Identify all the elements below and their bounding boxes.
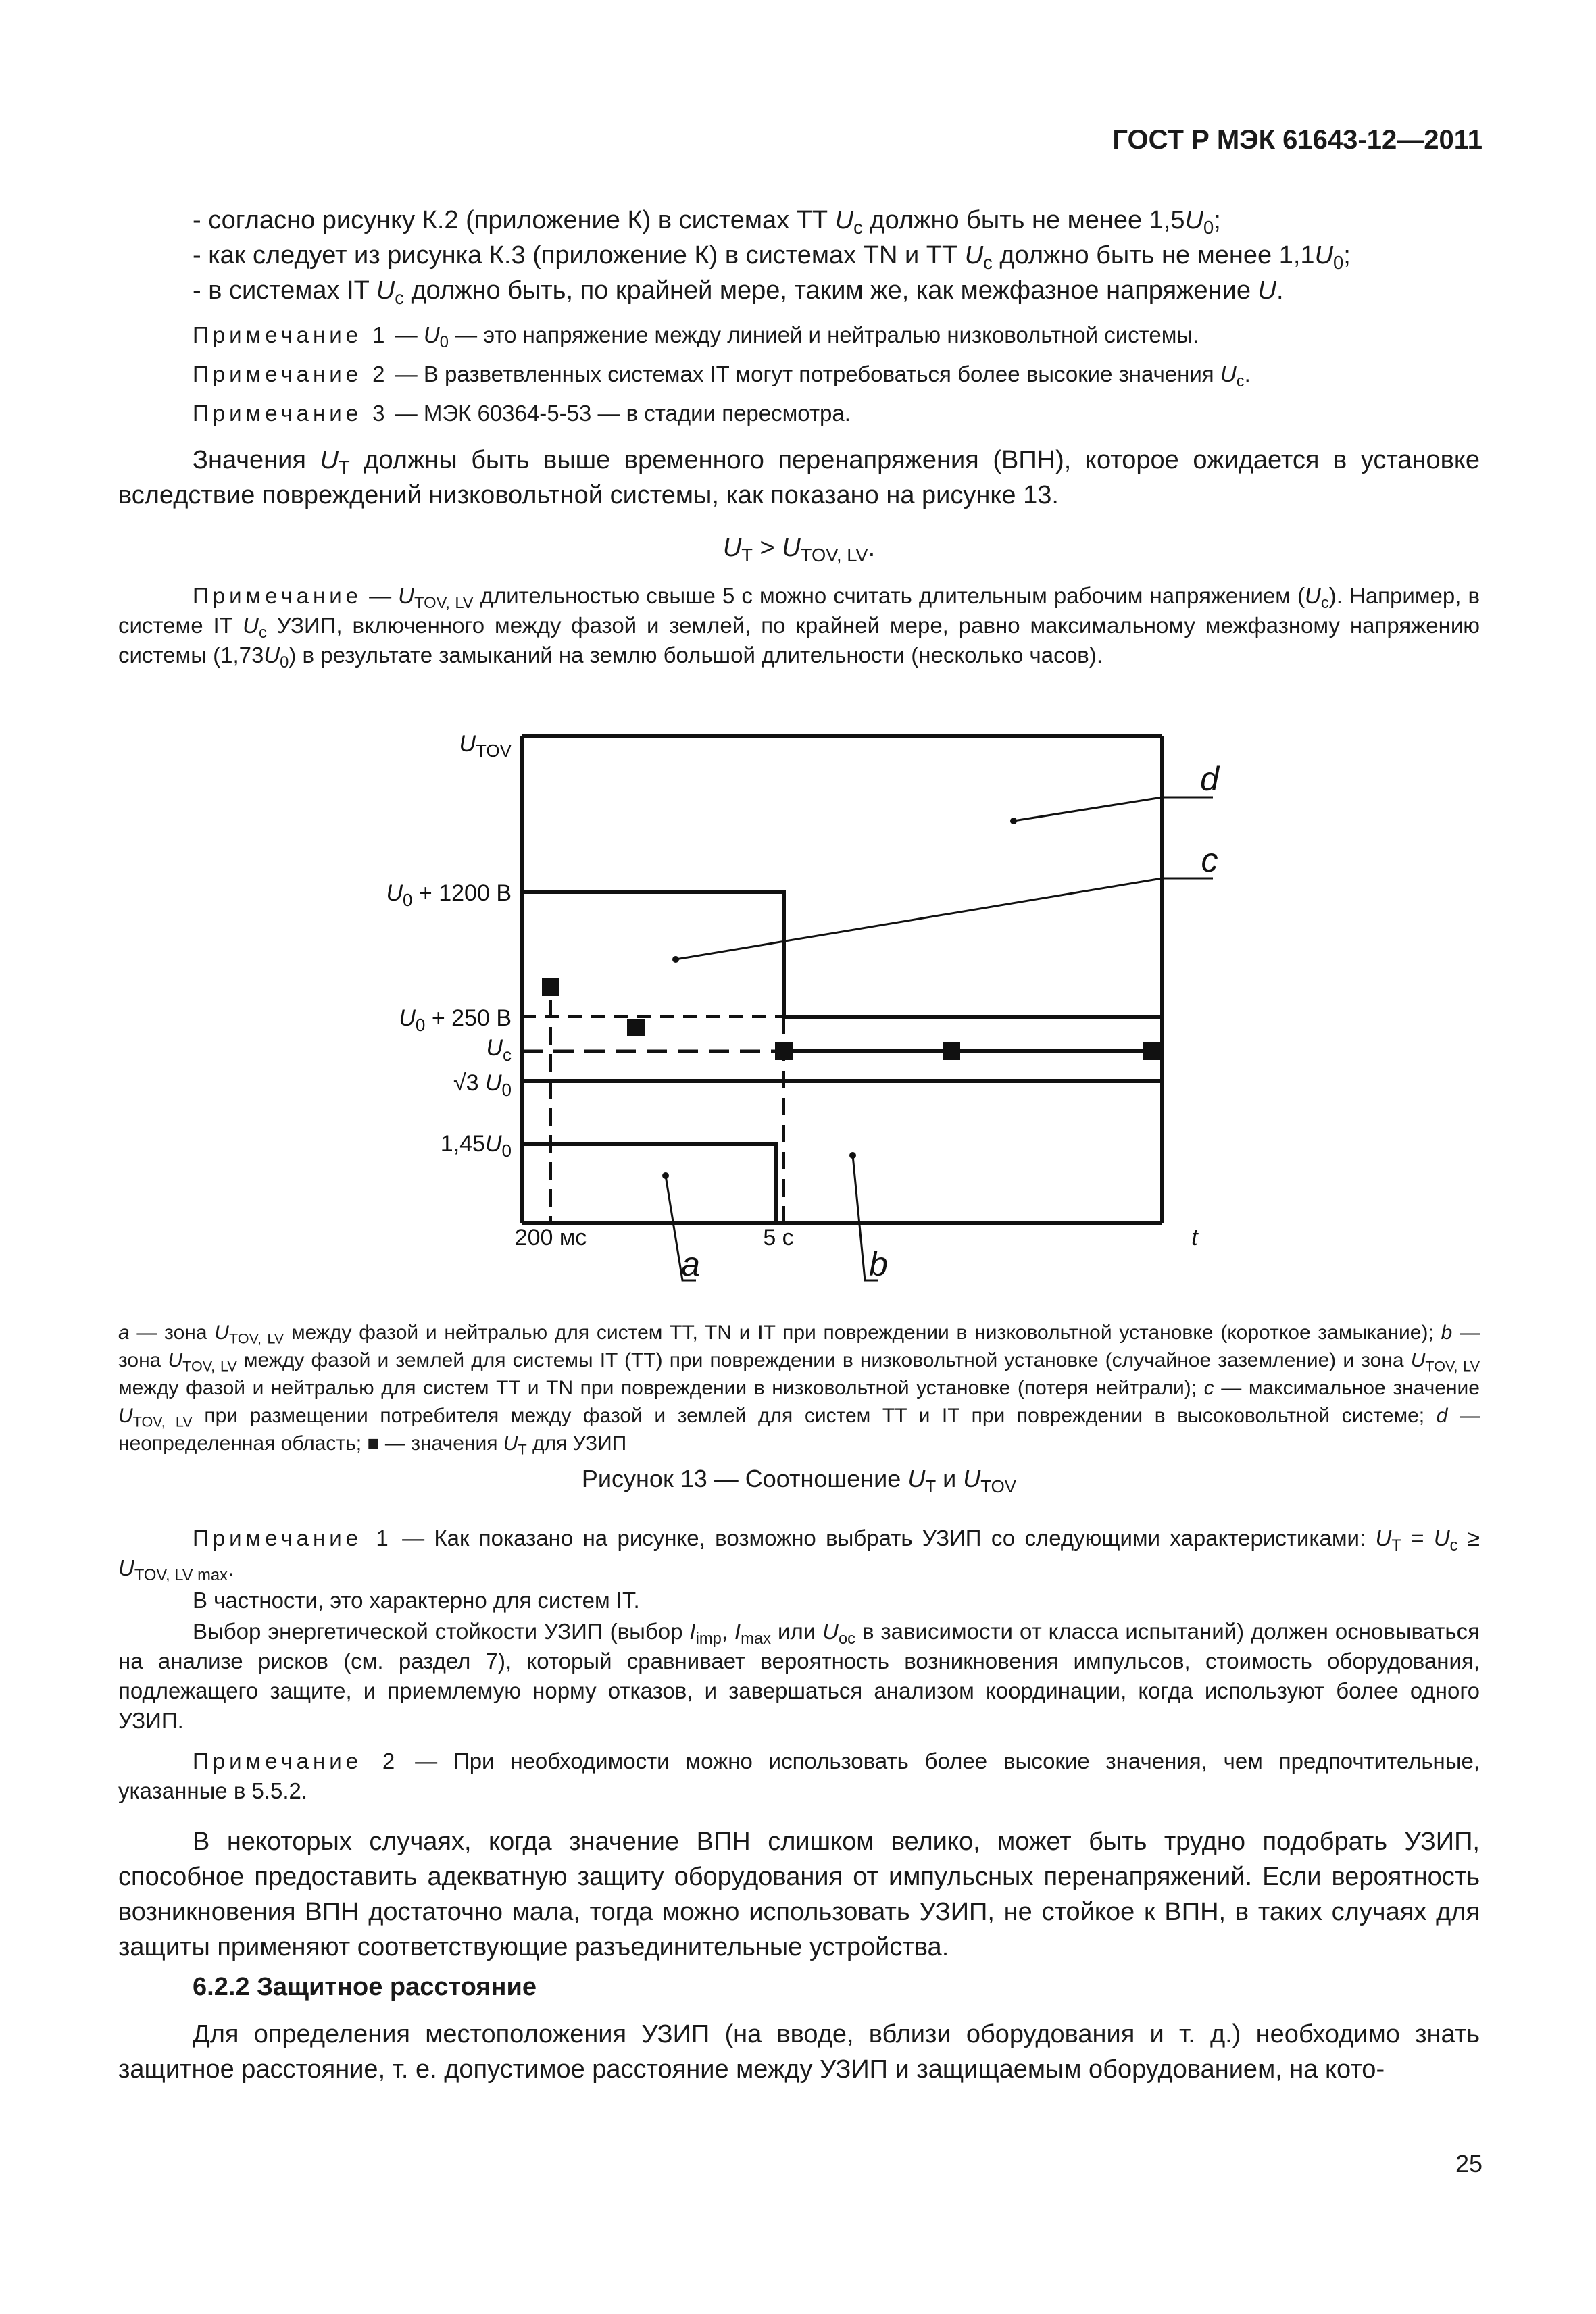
note-after-1: Примечание 1 — Как показано на рисунке, возможно выбрать УЗИП со следующими характеристиками: $U_T = U_c \ge U_{TOV, LV max}$. xyxy=(118,1526,1480,1585)
section-heading: 6.2.2 Защитное расстояние xyxy=(193,1973,537,2001)
x-tick-t: t xyxy=(1191,1225,1198,1251)
list-item: - в системах IT $U_c$ должно быть, по крайней мере, таким же, как межфазное напряжение U. xyxy=(193,276,1284,309)
ut-marker xyxy=(775,1042,793,1060)
formula-ut: $U_T > U_{TOV, LV}$. xyxy=(722,534,876,566)
note-3: Примечание 3 — МЭК 60364-5-53 — в стадии пересмотра. xyxy=(193,401,851,426)
note-1: Примечание 1 — $U_0$ — это напряжение между линией и нейтралью низковольтной системы. xyxy=(193,322,1199,352)
note-2: Примечание 2 — В разветвленных системах IT могут потребоваться более высокие значения $U_c$. xyxy=(193,361,1251,391)
document-header: ГОСТ Р МЭК 61643-12—2011 xyxy=(1112,125,1482,155)
ut-marker xyxy=(943,1042,960,1060)
list-item: - как следует из рисунка К.3 (приложение К) в системах TN и ТТ $U_c$ должно быть не менее $1,1U_0$; xyxy=(193,241,1351,274)
paragraph-cases: В некоторых случаях, когда значение ВПН слишком велико, может быть трудно подобрать УЗИП, способное предоставить адекватную защиту оборудования от импульсных перенапряжений. Если вероятность возникновения ВПН достаточно мала, тогда можно использовать УЗИП, не стойкое к ВПН, в таких случаях для защиты применяют соответствующие разъединительные устройства. xyxy=(118,1828,1480,1961)
x-tick-5s: 5 с xyxy=(763,1225,794,1251)
paragraph-it: В частности, это характерно для систем IT. xyxy=(193,1588,640,1613)
page-number: 25 xyxy=(1455,2150,1482,2178)
zone-label-d: d xyxy=(1200,760,1219,798)
paragraph-last: Для определения местоположения УЗИП (на вводе, вблизи оборудования и т. д.) необходимо знать защитное расстояние, т. е. допустимое расстояние между УЗИП и защищаемым оборудованием, на кото- xyxy=(118,2020,1480,2084)
figure-legend: a — зона $U_{TOV, LV}$ между фазой и нейтралью для систем TT, TN и IT при повреждении в низковольтной установке (короткое замыкание); b — зона $U_{TOV, LV}$ между фазой и землей для системы IT (TT) при повреждении в низковольтной установке (случайное заземление) и зона $U_{TOV, LV}$ между фазой и нейтралью для систем TT и TN при повреждении в низковольтной установке (потеря нейтрали); c — максимальное значение $U_{TOV, LV}$ при размещении потребителя между фазой и землей для систем TT и IT при повреждении в высоковольтной системе; d — неопределенная область; ■ — значения $U_T$ для УЗИП xyxy=(118,1322,1480,1458)
y-level-u0-1200: $U_0 + 1200$ В xyxy=(386,880,512,910)
zone-a-step xyxy=(522,1144,776,1223)
dot-d xyxy=(1010,818,1017,824)
ut-marker xyxy=(1143,1042,1161,1060)
note-tov: Примечание — $U_{TOV, LV}$ длительностью свыше 5 с можно считать длительным рабочим напряжением $(U_c)$. Например, в системе IT $U_c$ УЗИП, включенного между фазой и землей, по крайней мере, равно максимальному межфазному напряжению системы $(1,73U_0)$ в результате замыканий на землю большой длительности (несколько часов). xyxy=(118,583,1480,672)
zone-label-b: b xyxy=(869,1245,888,1283)
dot-c xyxy=(672,956,679,963)
dot-b xyxy=(849,1152,856,1159)
ut-marker xyxy=(627,1019,645,1036)
list-item: - согласно рисунку К.2 (приложение К) в системах ТТ $U_c$ должно быть не менее $1,5U_0$; xyxy=(193,206,1221,238)
dot-a xyxy=(662,1172,669,1179)
y-level-uc: $U_c$ xyxy=(486,1035,512,1065)
y-level-145u0: $1,45U_0$ xyxy=(440,1131,512,1161)
paragraph-ut: Значения $U_T$ должны быть выше временного перенапряжения (ВПН), которое ожидается в установке вследствие повреждений низковольтной системы, как показано на рисунке 13. xyxy=(118,446,1480,509)
ut-marker xyxy=(542,978,559,996)
y-level-u0-250: $U_0 + 250$ В xyxy=(399,1005,512,1035)
zone-label-a: a xyxy=(681,1245,700,1283)
note-after-2: Примечание 2 — При необходимости можно использовать более высокие значения, чем предпочтительные, указанные в 5.5.2. xyxy=(118,1749,1480,1803)
figure-caption: Рисунок 13 — Соотношение $U_T$ и $U_{TOV}$ xyxy=(581,1465,1017,1496)
x-tick-200ms: 200 мс xyxy=(514,1225,587,1251)
leader-d xyxy=(1014,797,1162,821)
y-level-sqrt3u0: √3 $U_0$ xyxy=(453,1070,512,1100)
paragraph-energy: Выбор энергетической стойкости УЗИП (выбор $I_{imp}$, $I_{max}$ или $U_{oc}$ в зависимости от класса испытаний) должен основываться на анализе рисков (см. раздел 7), который сравнивает вероятность возникновения импульсов, стоимость оборудования, подлежащего защите, и приемлемую норму отказов, и завершаться анализом координации, когда используют более одного УЗИП. xyxy=(118,1619,1480,1733)
y-label-utov: $U_{TOV}$ xyxy=(459,731,512,761)
zone-label-c: c xyxy=(1201,841,1218,879)
zone-c-step xyxy=(522,892,1162,1017)
